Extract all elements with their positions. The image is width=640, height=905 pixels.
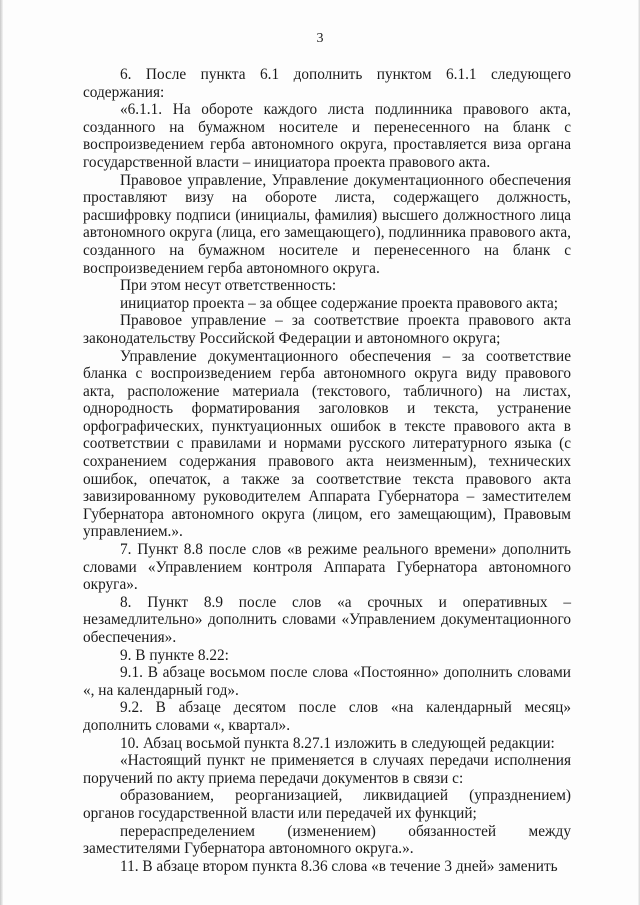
paragraph-reorganization: образованием, реорганизацией, ликвидацией (упразднением) органов государственной власти или передачей их функций; (83, 787, 571, 822)
paragraph-quote-6-1-1: «6.1.1. На обороте каждого листа подлинника правового акта, созданного на бумажном носителе и перенесенного на бланк с воспроизведением герба автономного округа, проставляется виза органа государственной власти – инициатора проекта правового акта. (83, 101, 571, 171)
paragraph-item-8: 8. Пункт 8.9 после слов «а срочных и оперативных – незамедлительно» дополнить словами «Управлением документационного обеспечения». (83, 593, 571, 646)
paragraph-item-11: 11. В абзаце втором пункта 8.36 слова «в течение 3 дней» заменить (120, 857, 558, 875)
page-number: 3 (316, 31, 324, 46)
paragraph-item-10: 10. Абзац восьмой пункта 8.27.1 изложить в следующей редакции: (120, 734, 555, 752)
paragraph-item-6: 6. После пункта 6.1 дополнить пунктом 6.1.1 следующего содержания: (83, 66, 571, 101)
paragraph-docs-dept-responsibility: Управление документационного обеспечения – за соответствие бланка с воспроизведением герба автономного округа виду правового акта, расположение материала (текстового, табличного) на листах, однородность форматирования заголовков и текста, устранение орфографических, пунктуационных ошибок в тексте правового акта в соответствии с правилами и нормами русского литературного языка (с сохранением содержания правового акта неизменным), технических ошибок, опечаток, а также за соответствие текста правового акта завизированному руководителем Аппарата Губернатора – заместителем Губернатора автономного округа (лицом, его замещающим), Правовым управлением.». (83, 347, 571, 541)
paragraph-legal-dept-responsibility: Правовое управление – за соответствие проекта правового акта законодательству Российской Федерации и автономного округа; (83, 312, 571, 347)
page-edge-left (0, 0, 3, 905)
paragraph-item-9-2: 9.2. В абзаце десятом после слов «на календарный месяц» дополнить словами «, квартал». (83, 699, 571, 734)
paragraph-initiator-responsibility: инициатор проекта – за общее содержание проекта правового акта; (120, 294, 559, 312)
paragraph-quote-item-10: «Настоящий пункт не применяется в случаях передачи исполнения поручений по акту приема передачи документов в связи с: (83, 752, 571, 787)
paragraph-responsibility-intro: При этом несут ответственность: (120, 277, 337, 295)
paragraph-legal-dept-visa: Правовое управление, Управление документационного обеспечения проставляют визу на обороте листа, содержащего должность, расшифровку подписи (инициалы, фамилия) высшего должностного лица автономного округа (лица, его замещающего), подлинника правового акта, созданного на бумажном носителе и перенесенного на бланк с воспроизведением герба автономного округа. (83, 171, 571, 277)
paragraph-redistribution: перераспределением (изменением) обязанностей между заместителями Губернатора автономного округа.». (83, 822, 571, 858)
paragraph-item-9-1: 9.1. В абзаце восьмом после слова «Постоянно» дополнить словами «, на календарный год». (83, 664, 571, 699)
paragraph-item-7: 7. Пункт 8.8 после слов «в режиме реального времени» дополнить словами «Управлением контроля Аппарата Губернатора автономного округа». (83, 541, 571, 594)
document-body (83, 66, 571, 875)
paragraph-item-9: 9. В пункте 8.22: (120, 646, 229, 664)
